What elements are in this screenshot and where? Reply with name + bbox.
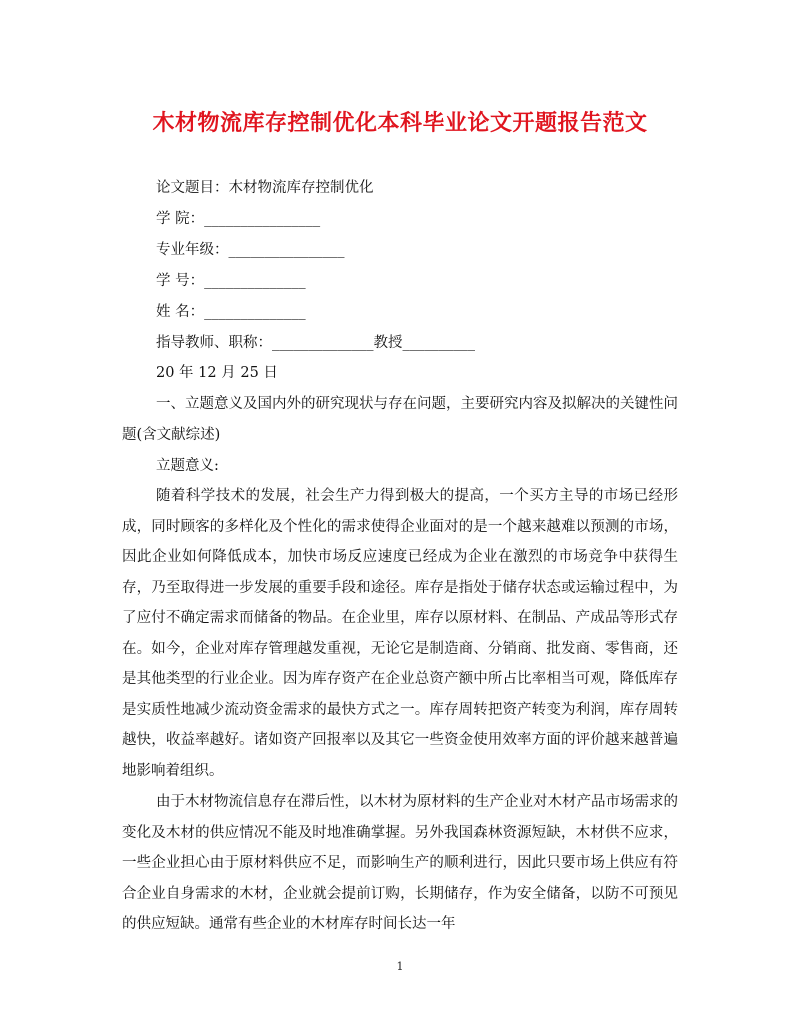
subheading-significance: 立题意义: (156, 458, 219, 474)
name-field: 姓 名：______________ (156, 304, 306, 320)
paragraph-1: 随着科学技术的发展，社会生产力得到极大的提高，一个买方主导的市场已经形成，同时顾客的多样化及个性化的需求使得企业面对的是一个越来越难以预测的市场，因此企业如何降低成本，加快市场反应速度已经成为企业在激烈的市场竞争中获得生存，乃至取得进一步发展的重要手段和途径。库存是指处于储存状态或运输过程中，为了应付不确定需求而储备的物品。在企业里，库存以原材料、在制品、产成品等形式存在。如今，企业对库存管理越发重视，无论它是制造商、分销商、批发商、零售商，还是其他类型的行业企业。因为库存资产在企业总资产额中所占比率相当可观，降低库存是实质性地减少流动资金需求的最快方式之一。库存周转把资产转变为利润，库存周转越快，收益率越好。诸如资产回报率以及其它一些资金使用效率方面的评价越来越普遍地影响着组织。 (122, 488, 678, 779)
advisor-title-field: 指导教师、职称：______________教授__________ (156, 335, 475, 351)
section-heading: 一、立题意义及国内外的研究现状与存在问题，主要研究内容及拟解决的关键性问题(含文献综述) (122, 396, 678, 443)
thesis-title-field: 论文题目：木材物流库存控制优化 (156, 180, 374, 196)
major-grade-field: 专业年级：________________ (156, 242, 345, 258)
student-id-field: 学 号：______________ (156, 273, 306, 289)
document-title: 木材物流库存控制优化本科毕业论文开题报告范文 (152, 110, 648, 136)
date-field: 20 年 12 月 25 日 (156, 365, 278, 381)
college-field: 学 院：________________ (156, 211, 321, 227)
page-number: 1 (396, 960, 404, 973)
paragraph-2: 由于木材物流信息存在滞后性，以木材为原材料的生产企业对木材产品市场需求的变化及木材的供应情况不能及时地准确掌握。另外我国森林资源短缺，木材供不应求，一些企业担心由于原材料供应不足，而影响生产的顺利进行，因此只要市场上供应有符合企业自身需求的木材，企业就会提前订购，长期储存，作为安全储备，以防不可预见的供应短缺。通常有些企业的木材库存时间长达一年 (122, 794, 678, 932)
